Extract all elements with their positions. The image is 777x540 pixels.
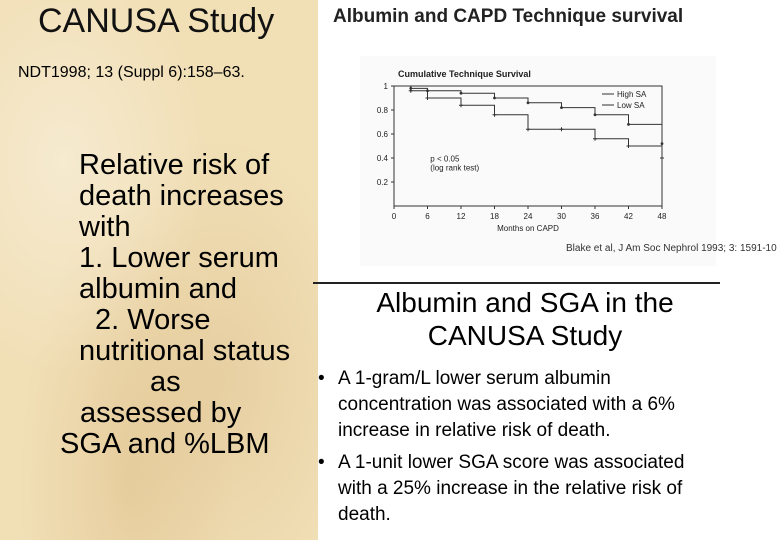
main-text-line: death increases: [79, 180, 284, 212]
data-point: [426, 96, 430, 100]
section-title-line1: Albumin and SGA in the: [376, 287, 674, 318]
y-tick-label: 0.6: [376, 130, 388, 139]
legend-label: Low SA: [617, 101, 645, 110]
section-divider: [313, 282, 720, 284]
data-point: [527, 101, 530, 104]
y-tick-label: 0.8: [376, 106, 388, 115]
bullet-line: death.: [338, 504, 391, 525]
bullet-item: [318, 450, 718, 528]
x-tick-label: 48: [657, 212, 667, 221]
section-title: [330, 286, 720, 352]
main-text-line: SGA and %LBM: [60, 428, 270, 460]
data-point: [593, 137, 597, 141]
bullet-list: [318, 366, 718, 528]
data-point: [627, 123, 630, 126]
x-tick-label: 0: [391, 212, 397, 221]
main-text-line: Relative risk of: [79, 149, 270, 181]
figure-caption: Blake et al, J Am Soc Nephrol 1993; 3: 1591-10: [566, 243, 777, 254]
survival-chart: [360, 56, 716, 266]
main-text-line: with: [79, 211, 131, 243]
x-tick-label: 42: [624, 212, 633, 221]
bullet-line: increase in relative risk of death.: [338, 420, 611, 441]
bullet-marker: •: [318, 452, 325, 473]
legend-label: High SA: [617, 90, 647, 99]
data-point: [526, 127, 530, 131]
main-text-line: 2. Worse: [87, 304, 211, 336]
data-point: [409, 89, 413, 93]
y-tick-label: 0.2: [376, 178, 388, 187]
chart-annotation: p < 0.05: [430, 154, 460, 164]
bullet-line: concentration was associated with a 6%: [338, 394, 675, 415]
x-tick-label: 30: [557, 212, 566, 221]
data-point: [560, 127, 564, 131]
bullet-line: with a 25% increase in the relative risk of: [338, 478, 683, 499]
slide-title: CANUSA Study: [38, 2, 275, 40]
figure-heading: Albumin and CAPD Technique survival: [333, 6, 684, 27]
left-panel: [0, 0, 318, 540]
x-tick-label: 12: [456, 212, 466, 221]
x-tick-label: 18: [490, 212, 499, 221]
data-point: [560, 106, 563, 109]
x-tick-label: 6: [425, 212, 430, 221]
bullet-marker: •: [318, 368, 325, 389]
chart-title: Cumulative Technique Survival: [398, 69, 531, 79]
bullet-item: [318, 366, 718, 444]
bullet-line: A 1-unit lower SGA score was associated: [338, 452, 685, 473]
data-point: [627, 144, 631, 148]
bullet-line: A 1-gram/L lower serum albumin: [338, 368, 611, 389]
data-point: [493, 113, 497, 117]
y-tick-label: 0.4: [376, 154, 388, 163]
data-point: [594, 113, 597, 116]
main-text-line: nutritional status: [79, 335, 291, 367]
x-tick-label: 24: [523, 212, 533, 221]
main-text-line: 1. Lower serum: [79, 242, 279, 274]
main-text-line: assessed by: [80, 397, 242, 429]
chart-annotation: (log rank test): [430, 163, 480, 173]
data-point: [460, 92, 463, 95]
y-tick-label: 1: [383, 82, 388, 91]
section-title-line2: CANUSA Study: [427, 320, 623, 351]
data-point: [661, 142, 664, 145]
main-text-line: as: [150, 366, 181, 398]
citation: NDT1998; 13 (Suppl 6):158–63.: [18, 64, 245, 81]
x-axis-label: Months on CAPD: [497, 224, 559, 233]
x-tick-label: 36: [590, 212, 600, 221]
main-text-line: albumin and: [79, 273, 237, 305]
data-point: [660, 156, 664, 160]
data-point: [493, 97, 496, 100]
main-text-block: [0, 150, 318, 460]
survival-chart-figure: [360, 56, 716, 266]
data-point: [459, 103, 463, 107]
